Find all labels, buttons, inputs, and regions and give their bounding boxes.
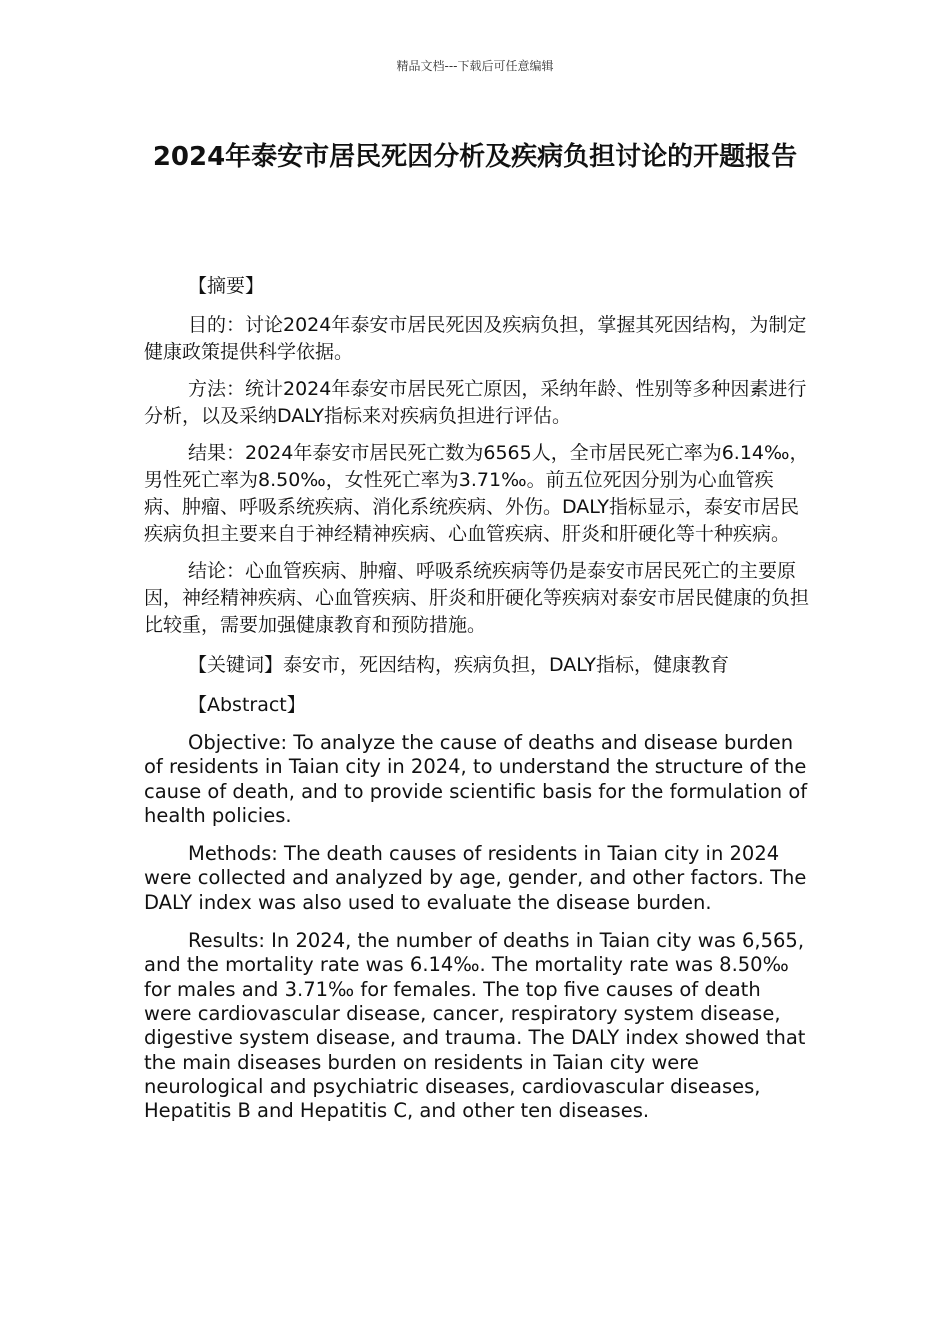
results-cn-paragraph: 结果：2024年泰安市居民死亡数为6565人，全市居民死亡率为6.14‰，男性死亡率为8.50‰，女性死亡率为3.71‰。前五位死因分别为心血管疾病、肿瘤、呼吸系统疾病、消化系统疾病、外伤。DALY指标显示，泰安市居民疾病负担主要来自于神经精神疾病、心血管疾病、肝炎和肝硬化等十种疾病。 bbox=[144, 442, 809, 545]
objective-en-paragraph: Objective: To analyze the cause of deaths and disease burden of residents in Taian city in 2024, to understand the structure of the cause of death, and to provide scientific basis for the formulation of health policies. bbox=[144, 731, 808, 827]
objective-cn-paragraph: 目的：讨论2024年泰安市居民死因及疾病负担，掌握其死因结构，为制定健康政策提供科学依据。 bbox=[144, 314, 807, 363]
abstract-cn-label: 【摘要】 bbox=[188, 275, 265, 297]
abstract-en-label: 【Abstract】 bbox=[188, 694, 306, 716]
conclusion-cn-paragraph: 结论：心血管疾病、肿瘤、呼吸系统疾病等仍是泰安市居民死亡的主要原因，神经精神疾病、心血管疾病、肝炎和肝硬化等疾病对泰安市居民健康的负担比较重，需要加强健康教育和预防措施。 bbox=[144, 560, 810, 636]
document-title: 2024年泰安市居民死因分析及疾病负担讨论的开题报告 bbox=[152, 142, 798, 172]
results-en-paragraph: Results: In 2024, the number of deaths in Taian city was 6,565, and the mortality rate was 6.14‰. The mortality rate was 8.50‰ for males and 3.71‰ for females. The top five causes of death were cardiovascular disease, cancer, respiratory system disease, digestive system disease, and trauma. The DALY index showed that the main diseases burden on residents in Taian city were neurological and psychiatric diseases, cardiovascular diseases, Hepatitis B and Hepatitis C, and other ten diseases. bbox=[144, 929, 806, 1123]
methods-cn-paragraph: 方法：统计2024年泰安市居民死亡原因，采纳年龄、性别等多种因素进行分析，以及采纳DALY指标来对疾病负担进行评估。 bbox=[144, 378, 807, 427]
page-header-watermark: 精品文档---下载后可任意编辑 bbox=[396, 59, 554, 73]
document-body bbox=[144, 270, 809, 1137]
methods-en-paragraph: Methods: The death causes of residents in Taian city in 2024 were collected and analyzed by age, gender, and other factors. The DALY index was also used to evaluate the disease burden. bbox=[144, 842, 807, 914]
keywords-cn: 【关键词】泰安市，死因结构，疾病负担，DALY指标，健康教育 bbox=[188, 654, 729, 676]
